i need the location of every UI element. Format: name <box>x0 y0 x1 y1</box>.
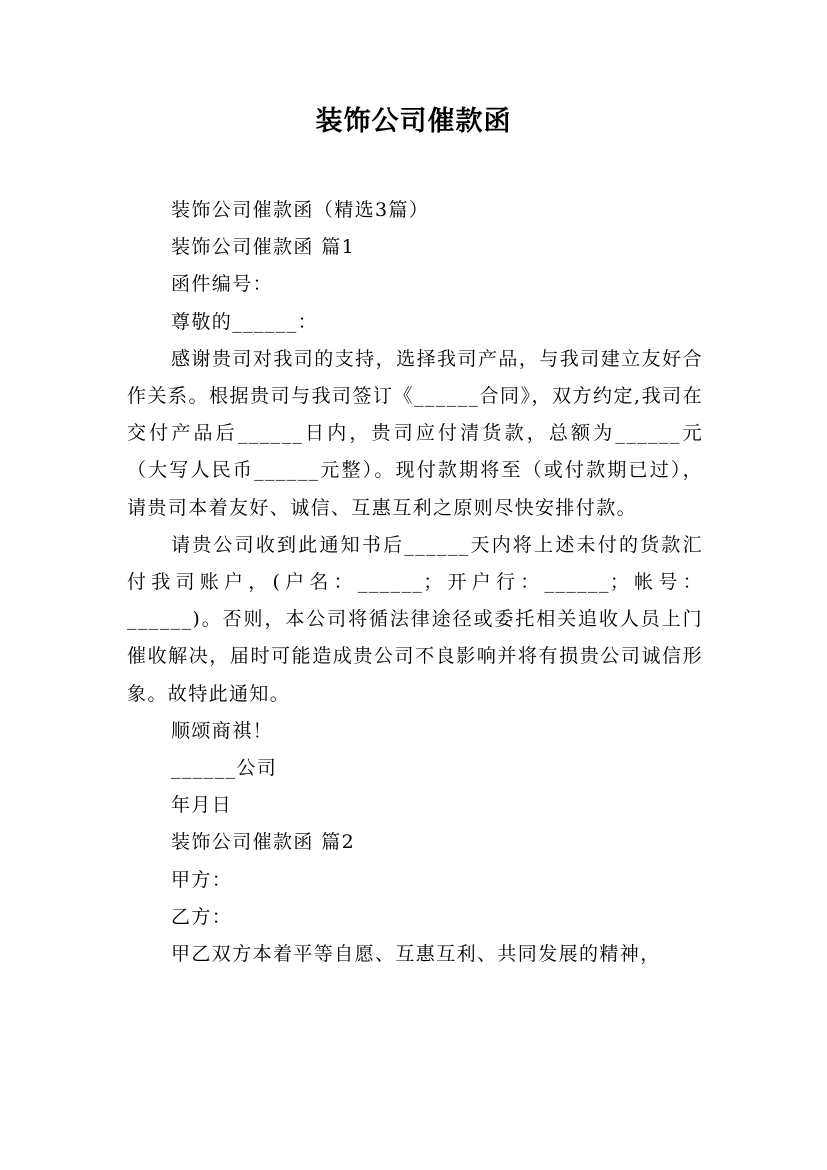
party-b-line: 乙方： <box>171 905 233 928</box>
signature-date: 年月日 <box>171 794 233 817</box>
closing-greeting: 顺颂商祺！ <box>171 719 274 742</box>
party-a-line: 甲方： <box>171 868 233 891</box>
body-paragraph-1: 感谢贵司对我司的支持，选择我司产品，与我司建立友好合作关系。根据贵司与我司签订《______合同》，双方约定,我司在交付产品后______日内，贵司应付清货款，总额为______元（大写人民币______元整）。现付款期将至（或付款期已过），请贵司本着友好、诚信、互惠互利之原则尽快安排付款。 <box>127 347 703 519</box>
letter-number-line: 函件编号： <box>171 273 274 296</box>
signature-company: ______公司 <box>171 757 278 780</box>
salutation: 尊敬的______： <box>171 310 319 333</box>
document-title: 装饰公司催款函 <box>315 106 512 137</box>
body-paragraph-3: 甲乙双方本着平等自愿、互惠互利、共同发展的精神， <box>171 943 661 966</box>
section-heading-2: 装饰公司催款函 篇2 <box>171 831 356 854</box>
section-heading-1: 装饰公司催款函 篇1 <box>171 236 356 259</box>
body-paragraph-2: 请贵公司收到此通知书后______天内将上述未付的货款汇付我司账户，(户名：______；开户行：______；帐号：______)。否则，本公司将循法律途径或委托相关追收人员上门催收解决，届时可能造成贵公司不良影响并将有损贵公司诚信形象。故特此通知。 <box>127 533 703 705</box>
collection-heading: 装饰公司催款函（精选3篇） <box>171 199 430 221</box>
document-body <box>127 192 703 973</box>
